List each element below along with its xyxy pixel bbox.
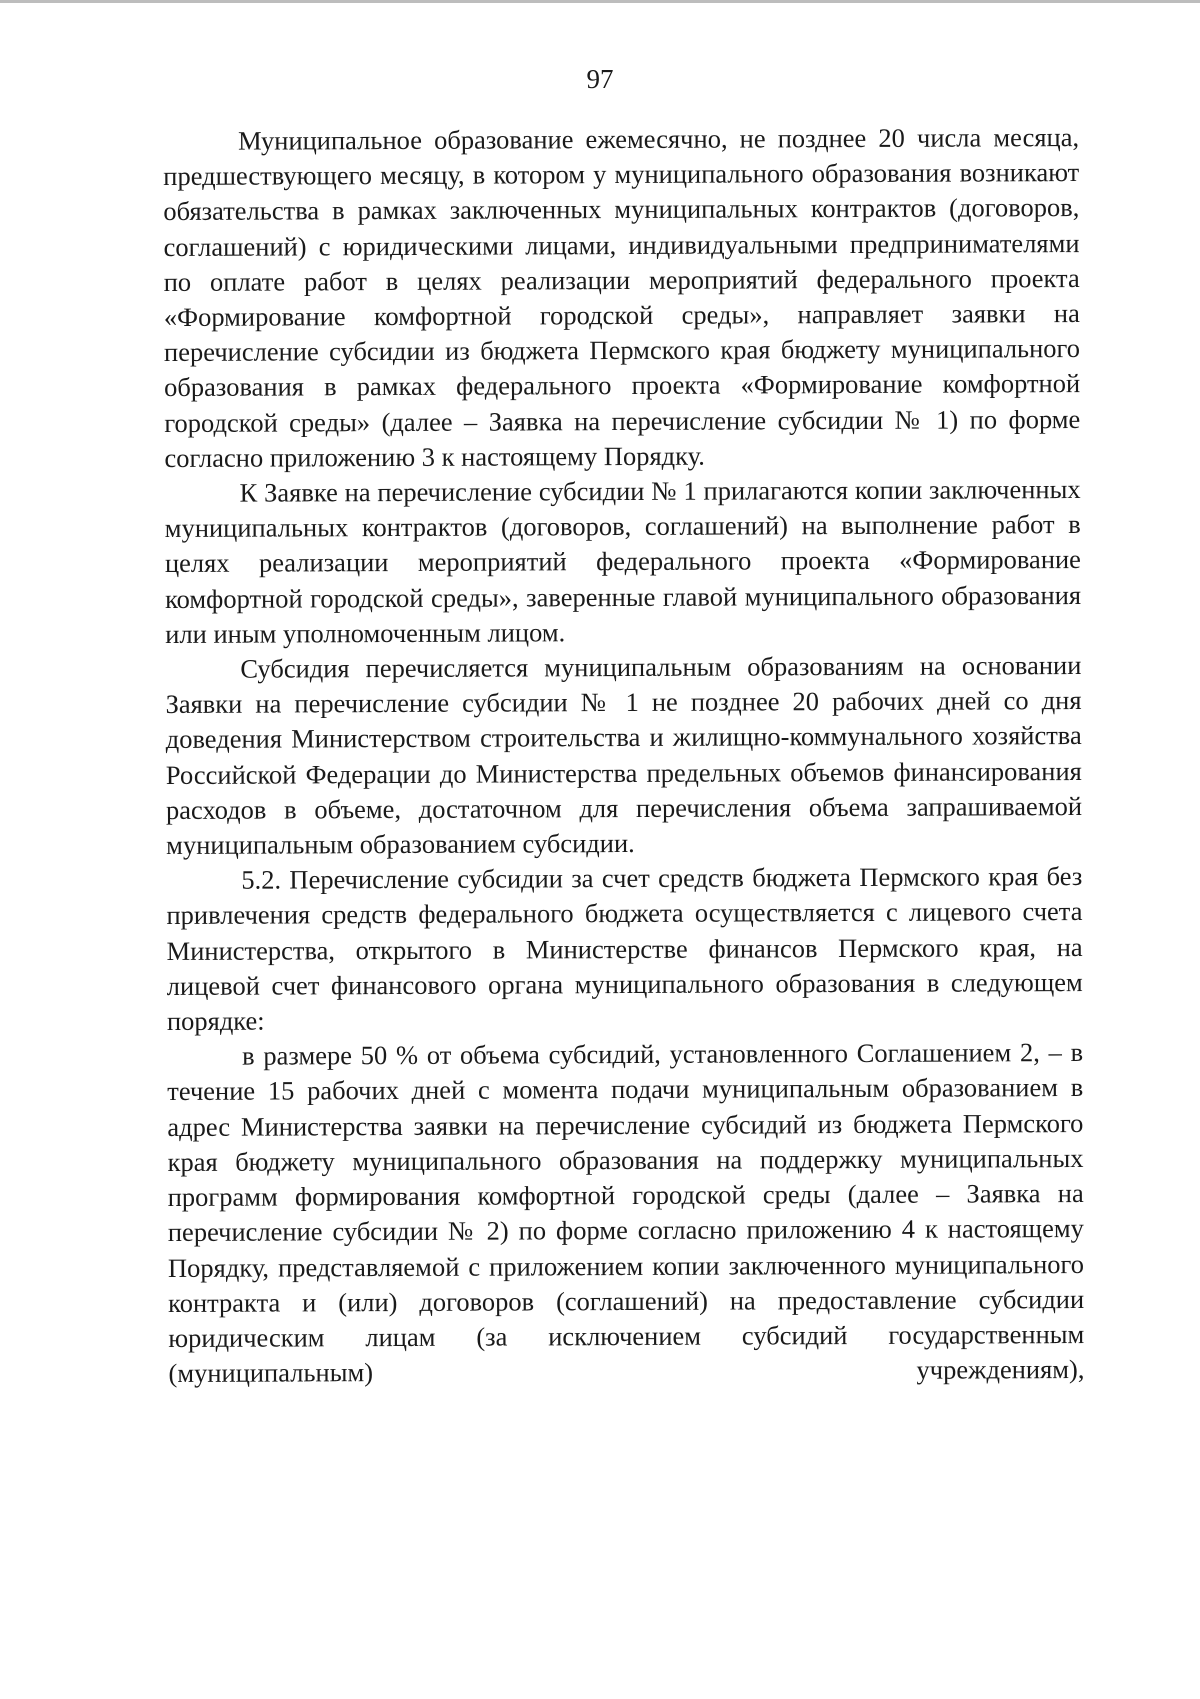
page-top-edge [0,0,1200,3]
page-number: 97 [586,64,614,94]
paragraph-fifty-percent: в размере 50 % от объема субсидий, установленного Соглашением 2, – в течение 15 рабочих дней с момента подачи муниципальным образованием в адрес Министерства заявки на перечисление субсидий из бюджета Пермского края бюджету муниципального образования на поддержку муниципальных программ формирования комфортной городской среды (далее – Заявка на перечисление субсидии № 2) по форме согласно приложению 4 к настоящему Порядку, представляемой с приложением копии заключенного муниципального контракта и (или) договоров (соглашений) на предоставление субсидии юридическим лицам (за исключением субсидий государственным (муниципальным) учреждениям), [167,1037,1085,1389]
paragraph-request-attachments: К Заявке на перечисление субсидии № 1 прилагаются копии заключенных муниципальных контрактов (договоров, соглашений) на выполнение работ в целях реализации мероприятий федерального проекта «Формирование комфортной городской среды», заверенные главой муниципального образования или иным уполномоченным лицом. [164,474,1082,649]
paragraph-submission-request: Муниципальное образование ежемесячно, не позднее 20 числа месяца, предшествующего месяцу, в котором у муниципального образования возникают обязательства в рамках заключенных муниципальных контрактов (договоров, соглашений) с юридическими лицами, индивидуальными предпринимателями по оплате работ в целях реализации мероприятий федерального проекта «Формирование комфортной городской среды», направляет заявки на перечисление субсидии из бюджета Пермского края бюджету муниципального образования в рамках федерального проекта «Формирование комфортной городской среды» (далее – Заявка на перечисление субсидии № 1) по форме согласно приложению 3 к настоящему Порядку. [163,122,1081,473]
paragraph-section-5-2: 5.2. Перечисление субсидии за счет средств бюджета Пермского края без привлечения средств федерального бюджета осуществляется с лицевого счета Министерства, открытого в Министерстве финансов Пермского края, на лицевой счет финансового органа муниципального образования в следующем порядке: [166,861,1083,1037]
document-body [163,120,1085,1391]
paragraph-subsidy-transfer: Субсидия перечисляется муниципальным образованиям на основании Заявки на перечисление субсидии № 1 не позднее 20 рабочих дней со дня доведения Министерством строительства и жилищно-коммунального хозяйства Российской Федерации до Министерства предельных объемов финансирования расходов в объеме, достаточном для перечисления объема запрашиваемой муниципальным образованием субсидии. [165,650,1083,861]
